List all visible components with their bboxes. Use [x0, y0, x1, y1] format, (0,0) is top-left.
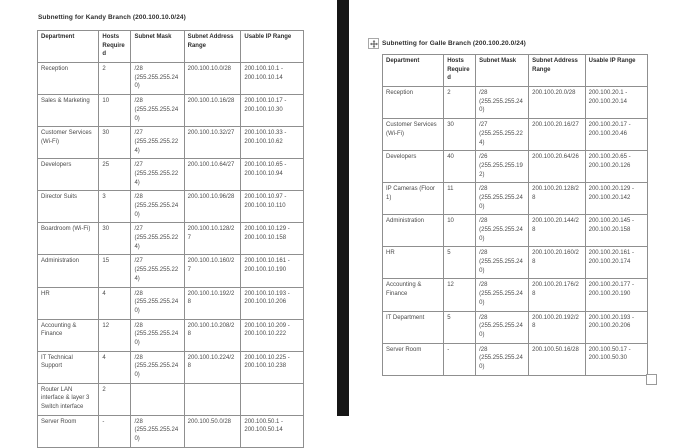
- table-cell[interactable]: Server Room: [383, 343, 444, 375]
- table-cell[interactable]: Sales & Marketing: [38, 95, 99, 127]
- table-cell[interactable]: 10: [444, 215, 476, 247]
- table-cell[interactable]: /28 (255.255.255.240): [131, 287, 184, 319]
- table-cell[interactable]: IP Cameras (Floor 1): [383, 183, 444, 215]
- table-cell[interactable]: 200.100.10.65 - 200.100.10.94: [241, 159, 304, 191]
- table-cell[interactable]: 40: [444, 151, 476, 183]
- table-cell[interactable]: 200.100.10.17 - 200.100.10.30: [241, 95, 304, 127]
- column-header[interactable]: Department: [38, 31, 99, 63]
- table-cell[interactable]: 200.100.10.192/28: [184, 287, 241, 319]
- table-cell[interactable]: 200.100.20.0/28: [529, 87, 586, 119]
- column-header[interactable]: Subnet Mask: [131, 31, 184, 63]
- table-cell[interactable]: HR: [383, 247, 444, 279]
- column-header[interactable]: Hosts Required: [444, 55, 476, 87]
- table-cell[interactable]: /28 (255.255.255.240): [131, 319, 184, 351]
- table-resize-handle[interactable]: [646, 374, 657, 385]
- table-cell[interactable]: 25: [99, 159, 131, 191]
- table-cell[interactable]: 200.100.20.65 - 200.100.20.126: [585, 151, 647, 183]
- table-cell[interactable]: Reception: [383, 87, 444, 119]
- table-cell[interactable]: [241, 383, 304, 415]
- table-cell[interactable]: 200.100.50.1 - 200.100.50.14: [241, 415, 304, 447]
- table-cell[interactable]: Director Suits: [38, 191, 99, 223]
- table-row: [383, 87, 648, 119]
- table-cell[interactable]: /28 (255.255.255.240): [131, 95, 184, 127]
- table-cell[interactable]: /28 (255.255.255.240): [476, 87, 529, 119]
- table-cell[interactable]: [184, 383, 241, 415]
- table-row: [38, 223, 304, 255]
- table-cell[interactable]: /26 (255.255.255.192): [476, 151, 529, 183]
- table-row: [383, 151, 648, 183]
- table-cell[interactable]: 3: [99, 191, 131, 223]
- table-cell[interactable]: 200.100.10.208/28: [184, 319, 241, 351]
- table-cell[interactable]: /28 (255.255.255.240): [131, 191, 184, 223]
- table-cell[interactable]: 200.100.20.129 - 200.100.20.142: [585, 183, 647, 215]
- table-cell[interactable]: 5: [444, 311, 476, 343]
- table-cell[interactable]: 200.100.20.176/28: [529, 279, 586, 311]
- table-cell[interactable]: 11: [444, 183, 476, 215]
- table-cell[interactable]: 12: [99, 319, 131, 351]
- table-cell[interactable]: 200.100.10.33 - 200.100.10.62: [241, 127, 304, 159]
- table-header: [383, 55, 648, 87]
- table-cell[interactable]: [131, 383, 184, 415]
- kandy-subnet-table-container: [37, 30, 304, 448]
- galle-subnet-table: [382, 54, 648, 376]
- table-cell[interactable]: 200.100.10.0/28: [184, 63, 241, 95]
- table-cell[interactable]: 200.100.20.144/28: [529, 215, 586, 247]
- table-cell[interactable]: 200.100.10.129 - 200.100.10.158: [241, 223, 304, 255]
- header-row: [38, 31, 304, 63]
- table-cell[interactable]: 200.100.10.97 - 200.100.10.110: [241, 191, 304, 223]
- table-cell[interactable]: IT Technical Support: [38, 351, 99, 383]
- table-row: [38, 127, 304, 159]
- table-row: [38, 415, 304, 447]
- table-row: [383, 119, 648, 151]
- table-cell[interactable]: 200.100.20.160/28: [529, 247, 586, 279]
- header-row: [383, 55, 648, 87]
- table-cell[interactable]: 4: [99, 351, 131, 383]
- table-cell[interactable]: 200.100.10.96/28: [184, 191, 241, 223]
- page-divider: [337, 0, 349, 416]
- table-cell[interactable]: Router LAN interface & layer 3 Switch interface: [38, 383, 99, 415]
- table-cell[interactable]: 200.100.10.161 - 200.100.10.190: [241, 255, 304, 287]
- table-move-handle-icon[interactable]: [368, 38, 379, 49]
- table-row: [383, 343, 648, 375]
- table-cell[interactable]: 200.100.10.32/27: [184, 127, 241, 159]
- table-cell[interactable]: 200.100.10.16/28: [184, 95, 241, 127]
- table-cell[interactable]: 200.100.50.16/28: [529, 343, 586, 375]
- kandy-table-title: Subnetting for Kandy Branch (200.100.10.0/24): [38, 14, 186, 21]
- table-cell[interactable]: 5: [444, 247, 476, 279]
- table-cell[interactable]: /28 (255.255.255.240): [476, 247, 529, 279]
- table-row: [38, 95, 304, 127]
- table-row: [383, 247, 648, 279]
- table-row: [38, 255, 304, 287]
- galle-table-title: Subnetting for Galle Branch (200.100.20.0/24): [382, 40, 526, 47]
- table-cell[interactable]: 200.100.20.64/26: [529, 151, 586, 183]
- column-header[interactable]: Usable IP Range: [241, 31, 304, 63]
- table-cell[interactable]: Administration: [383, 215, 444, 247]
- table-header: [38, 31, 304, 63]
- table-cell[interactable]: 30: [99, 223, 131, 255]
- table-cell[interactable]: 200.100.10.128/27: [184, 223, 241, 255]
- galle-subnet-table-container: [382, 54, 648, 376]
- table-cell[interactable]: /27 (255.255.255.224): [131, 127, 184, 159]
- table-cell[interactable]: HR: [38, 287, 99, 319]
- table-cell[interactable]: /27 (255.255.255.224): [131, 159, 184, 191]
- table-body: [38, 63, 304, 448]
- table-cell[interactable]: 200.100.20.177 - 200.100.20.190: [585, 279, 647, 311]
- table-row: [38, 159, 304, 191]
- table-row: [38, 191, 304, 223]
- table-row: [38, 351, 304, 383]
- table-cell[interactable]: 30: [99, 127, 131, 159]
- column-header[interactable]: Subnet Address Range: [529, 55, 586, 87]
- table-cell[interactable]: 200.100.50.17 - 200.100.50.30: [585, 343, 647, 375]
- table-cell[interactable]: /28 (255.255.255.240): [476, 279, 529, 311]
- table-cell[interactable]: /28 (255.255.255.240): [131, 351, 184, 383]
- kandy-subnet-table: [37, 30, 304, 448]
- table-cell[interactable]: Administration: [38, 255, 99, 287]
- table-cell[interactable]: /28 (255.255.255.240): [476, 215, 529, 247]
- table-cell[interactable]: 12: [444, 279, 476, 311]
- table-body: [383, 87, 648, 376]
- table-cell[interactable]: 200.100.10.209 - 200.100.10.222: [241, 319, 304, 351]
- table-cell[interactable]: /27 (255.255.255.224): [476, 119, 529, 151]
- table-cell[interactable]: Developers: [38, 159, 99, 191]
- table-cell[interactable]: 200.100.10.1 - 200.100.10.14: [241, 63, 304, 95]
- table-cell[interactable]: 2: [99, 63, 131, 95]
- table-row: [383, 183, 648, 215]
- table-cell[interactable]: /28 (255.255.255.240): [476, 343, 529, 375]
- table-cell[interactable]: -: [444, 343, 476, 375]
- table-cell[interactable]: 200.100.20.145 - 200.100.20.158: [585, 215, 647, 247]
- table-row: [383, 215, 648, 247]
- table-cell[interactable]: 200.100.10.225 - 200.100.10.238: [241, 351, 304, 383]
- table-cell[interactable]: 200.100.10.224/28: [184, 351, 241, 383]
- table-row: [38, 63, 304, 95]
- table-cell[interactable]: IT Department: [383, 311, 444, 343]
- table-cell[interactable]: /28 (255.255.255.240): [476, 183, 529, 215]
- table-cell[interactable]: 15: [99, 255, 131, 287]
- column-header[interactable]: Subnet Mask: [476, 55, 529, 87]
- four-way-arrow-icon: [370, 40, 378, 48]
- page-right: [349, 0, 680, 416]
- table-cell[interactable]: 4: [99, 287, 131, 319]
- table-cell[interactable]: 200.100.20.192/28: [529, 311, 586, 343]
- table-cell[interactable]: 200.100.20.17 - 200.100.20.46: [585, 119, 647, 151]
- table-cell[interactable]: Reception: [38, 63, 99, 95]
- column-header[interactable]: Hosts Required: [99, 31, 131, 63]
- table-cell[interactable]: 200.100.20.193 - 200.100.20.206: [585, 311, 647, 343]
- table-cell[interactable]: Customer Services (Wi-Fi): [38, 127, 99, 159]
- table-cell[interactable]: 200.100.10.193 - 200.100.10.206: [241, 287, 304, 319]
- table-cell[interactable]: /28 (255.255.255.240): [131, 415, 184, 447]
- table-cell[interactable]: /27 (255.255.255.224): [131, 223, 184, 255]
- column-header[interactable]: Department: [383, 55, 444, 87]
- table-cell[interactable]: 200.100.20.1 - 200.100.20.14: [585, 87, 647, 119]
- table-row: [38, 383, 304, 415]
- table-row: [383, 311, 648, 343]
- table-cell[interactable]: /28 (255.255.255.240): [476, 311, 529, 343]
- table-row: [38, 287, 304, 319]
- table-row: [383, 279, 648, 311]
- table-cell[interactable]: Server Room: [38, 415, 99, 447]
- column-header[interactable]: Subnet Address Range: [184, 31, 241, 63]
- table-cell[interactable]: 2: [99, 383, 131, 415]
- table-cell[interactable]: 200.100.20.16/27: [529, 119, 586, 151]
- table-cell[interactable]: 2: [444, 87, 476, 119]
- table-cell[interactable]: 30: [444, 119, 476, 151]
- table-cell[interactable]: Developers: [383, 151, 444, 183]
- table-cell[interactable]: 200.100.10.64/27: [184, 159, 241, 191]
- table-cell[interactable]: Accounting & Finance: [38, 319, 99, 351]
- column-header[interactable]: Usable IP Range: [585, 55, 647, 87]
- page-left: [0, 0, 337, 443]
- table-cell[interactable]: 200.100.20.128/28: [529, 183, 586, 215]
- table-cell[interactable]: Accounting & Finance: [383, 279, 444, 311]
- table-cell[interactable]: 200.100.50.0/28: [184, 415, 241, 447]
- table-cell[interactable]: Customer Services (Wi-Fi): [383, 119, 444, 151]
- table-row: [38, 319, 304, 351]
- table-cell[interactable]: 10: [99, 95, 131, 127]
- table-cell[interactable]: Boardroom (Wi-Fi): [38, 223, 99, 255]
- table-cell[interactable]: /28 (255.255.255.240): [131, 63, 184, 95]
- table-cell[interactable]: 200.100.10.160/27: [184, 255, 241, 287]
- table-cell[interactable]: 200.100.20.161 - 200.100.20.174: [585, 247, 647, 279]
- table-cell[interactable]: -: [99, 415, 131, 447]
- table-cell[interactable]: /27 (255.255.255.224): [131, 255, 184, 287]
